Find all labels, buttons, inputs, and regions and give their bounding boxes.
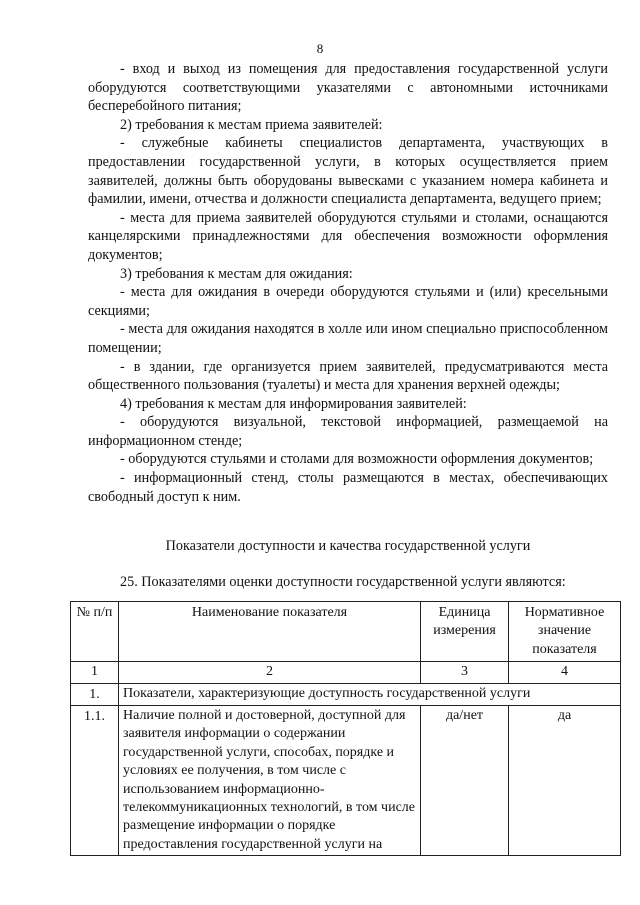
paragraph: - места для ожидания в очереди оборудуются стульями и (или) кресельными секциями; <box>88 284 608 319</box>
section-row-title: Показатели, характеризующие доступность государственной услуги <box>119 683 621 705</box>
table-header-row <box>71 602 621 662</box>
section-heading: Показатели доступности и качества государственной услуги <box>165 538 531 554</box>
paragraph: - вход и выход из помещения для предоставления государственной услуги оборудуются соответствующими указателями с автономными источниками бесперебойного питания; <box>88 61 608 115</box>
column-number-cell: 3 <box>421 662 509 683</box>
column-number-cell: 2 <box>119 662 421 683</box>
row-number: 1.1. <box>71 706 119 856</box>
paragraph: - информационный стенд, столы размещаются в местах, обеспечивающих свободный доступ к ним. <box>88 470 608 505</box>
paragraph: 4) требования к местам для информирования заявителей: <box>120 395 467 412</box>
header-cell-value: Нормативное значение показателя <box>509 602 621 662</box>
table-row <box>71 706 621 856</box>
row-value: да <box>509 706 621 856</box>
paragraph: - оборудуются визуальной, текстовой информацией, размещаемой на информационном стенде; <box>88 414 608 449</box>
paragraph: - в здании, где организуется прием заявителей, предусматриваются места общественного пользования (туалеты) и места для хранения верхней одежды; <box>88 358 608 394</box>
header-cell-number: № п/п <box>71 602 119 662</box>
column-number-cell: 1 <box>71 662 119 683</box>
header-cell-unit: Единица измерения <box>421 602 509 662</box>
paragraph: - служебные кабинеты специалистов департамента, участвующих в предоставлении государственной услуги, в которых осуществляется прием заявителей, должны быть оборудованы вывесками с указанием номера кабинета и фамилии, имени, отчества и должности специалиста департамента, ведущего прием; <box>88 135 608 208</box>
paragraph: - места для ожидания находятся в холле или ином специально приспособленном помещении; <box>88 321 608 356</box>
paragraph: - места для приема заявителей оборудуются стульями и столами, оснащаются канцелярскими принадлежностями для обеспечения возможности оформления документов; <box>88 209 608 263</box>
paragraph: - оборудуются стульями и столами для возможности оформления документов; <box>120 451 594 468</box>
row-unit: да/нет <box>421 706 509 856</box>
paragraph: 2) требования к местам приема заявителей: <box>120 116 383 133</box>
intro-paragraph: 25. Показателями оценки доступности государственной услуги являются: <box>120 574 566 590</box>
row-indicator-name: Наличие полной и достоверной, доступной для заявителя информации о содержании государственной услуги, способах, порядке и условиях ее получения, в том числе с использованием информационно-телекоммуникационных технологий, в том числе размещение информации о порядке предоставления государственной услуги на <box>119 706 421 856</box>
column-number-cell: 4 <box>509 662 621 683</box>
page-number: 8 <box>316 41 324 56</box>
column-number-row <box>71 662 621 683</box>
body-text <box>88 60 608 506</box>
paragraph: 3) требования к местам для ожидания: <box>120 265 353 282</box>
table-section-row <box>71 683 621 705</box>
section-row-number: 1. <box>71 683 119 705</box>
header-cell-name: Наименование показателя <box>119 602 421 662</box>
indicators-table <box>70 601 621 856</box>
